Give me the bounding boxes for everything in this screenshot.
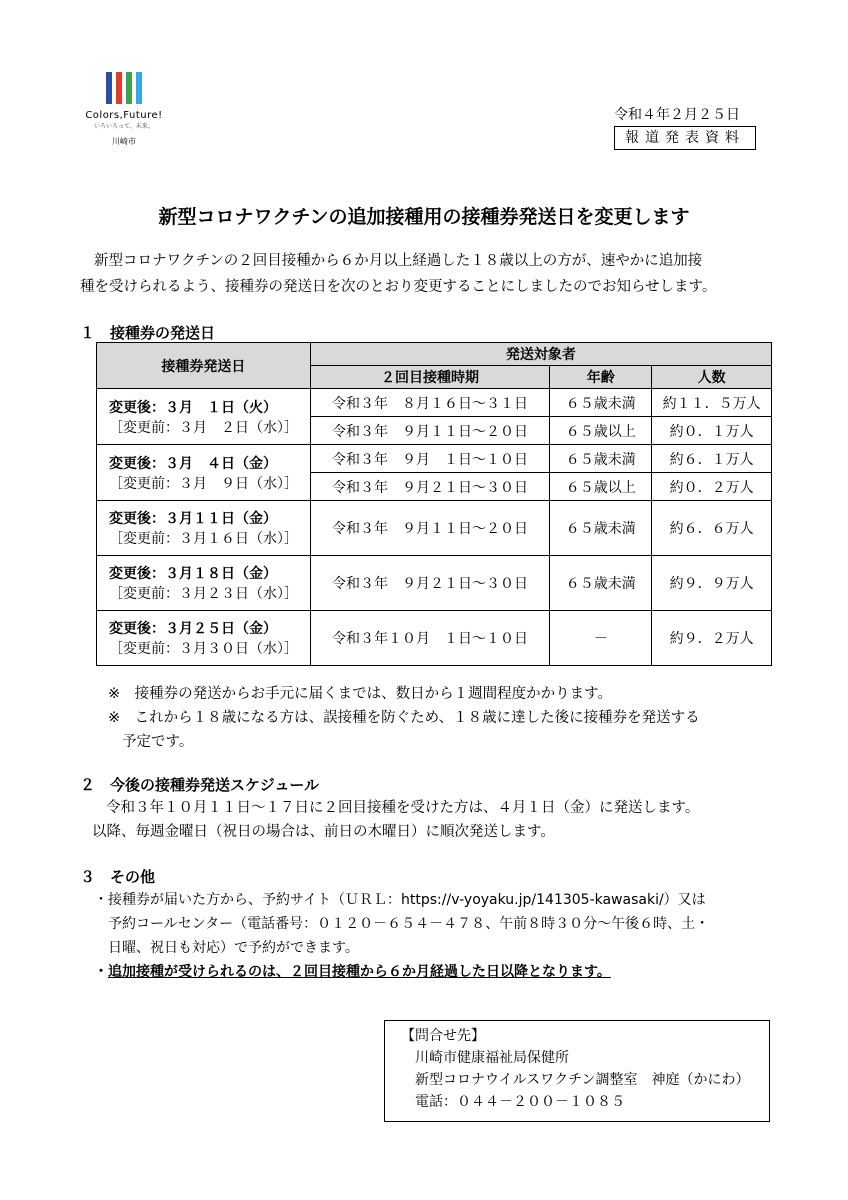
- contact-line: 新型コロナウイルスワクチン調整室 神庭（かにわ）: [415, 1072, 750, 1088]
- age-cell: ６５歳未満: [550, 556, 652, 611]
- section1-heading: １ 接種券の発送日: [80, 324, 216, 342]
- table-row: [97, 389, 772, 417]
- count-cell: 約９．９万人: [652, 556, 772, 611]
- period-cell: 令和３年 ９月２１日～３０日: [310, 473, 550, 501]
- page-title: 新型コロナワクチンの追加接種用の接種券発送日を変更します: [158, 206, 690, 228]
- period-cell: 令和３年１０月 １日～１０日: [310, 611, 550, 666]
- header-period: ２回目接種時期: [310, 366, 550, 389]
- date-cell: [97, 611, 311, 666]
- date-after: 変更後：３月２５日（金）: [109, 621, 277, 637]
- header-age: 年齢: [550, 366, 652, 389]
- release-label: 報道発表資料: [614, 126, 756, 150]
- date-before: ［変更前：３月 ９日（水）］: [109, 475, 298, 492]
- logo-bar: [126, 72, 132, 104]
- other-line: ・接種券が届いた方から、予約サイト（ＵＲＬ：https://v-yoyaku.jp/141305-kawasaki/）又は: [94, 892, 706, 908]
- table-row: [97, 611, 772, 666]
- date-cell: [97, 445, 311, 501]
- table-row: [97, 501, 772, 556]
- send-date-table: [96, 342, 772, 666]
- date-after: 変更後：３月１８日（金）: [109, 566, 277, 582]
- logo-bar: [106, 72, 112, 104]
- contact-box: [384, 1020, 770, 1122]
- count-cell: 約６．６万人: [652, 501, 772, 556]
- important-note-text: 追加接種が受けられるのは、２回目接種から６か月経過した日以降となります。: [108, 964, 611, 980]
- header-send-date: 接種券発送日: [97, 343, 311, 389]
- bullet-mark: ・: [94, 964, 108, 980]
- logo-subtitle: いろいろって、未来。: [94, 123, 154, 130]
- age-cell: ６５歳以上: [550, 473, 652, 501]
- period-cell: 令和３年 ９月１１日～２０日: [310, 501, 550, 556]
- header-target: 発送対象者: [310, 343, 771, 366]
- date-before: ［変更前：３月２３日（水）］: [109, 586, 298, 602]
- logo-city: 川崎市: [112, 137, 136, 146]
- date-after: 変更後：３月 ４日（金）: [109, 455, 277, 472]
- logo-bar: [136, 72, 142, 104]
- city-logo: [84, 72, 164, 147]
- count-cell: 約０．２万人: [652, 473, 772, 501]
- period-cell: 令和３年 ９月２１日～３０日: [310, 556, 550, 611]
- section2-heading: ２ 今後の接種券発送スケジュール: [80, 776, 320, 794]
- count-cell: 約０．１万人: [652, 417, 772, 445]
- contact-line: 川崎市健康福祉局保健所: [415, 1050, 569, 1066]
- count-cell: 約６．１万人: [652, 445, 772, 473]
- date-after: 変更後：３月 １日（火）: [109, 399, 277, 416]
- age-cell: ６５歳以上: [550, 417, 652, 445]
- schedule-line: 令和３年１０月１１日～１７日に２回目接種を受けた方は、４月１日（金）に発送します。: [106, 800, 700, 816]
- date-before: ［変更前：３月１６日（水）］: [109, 531, 298, 547]
- important-note: [94, 960, 611, 984]
- other-line: 予約コールセンター（電話番号：０１２０－６５４－４７８、午前８時３０分～午後６時、土・: [108, 916, 710, 932]
- age-cell: －: [550, 611, 652, 666]
- intro-line: 種を受けられるよう、接種券の発送日を次のとおり変更することにしましたのでお知らせします。: [80, 279, 717, 295]
- table-row: [97, 556, 772, 611]
- period-cell: 令和３年 ８月１６日～３１日: [310, 389, 550, 417]
- note-line: ※ これから１８歳になる方は、誤接種を防ぐため、１８歳に達した後に接種券を発送する: [108, 710, 700, 726]
- release-date: 令和４年２月２５日: [614, 107, 740, 123]
- contact-heading: 【問合せ先】: [401, 1028, 485, 1044]
- age-cell: ６５歳未満: [550, 389, 652, 417]
- period-cell: 令和３年 ９月 １日～１０日: [310, 445, 550, 473]
- date-cell: [97, 389, 311, 445]
- count-cell: 約９．２万人: [652, 611, 772, 666]
- section3-heading: ３ その他: [80, 868, 156, 886]
- note-line: ※ 接種券の発送からお手元に届くまでは、数日から１週間程度かかります。: [108, 686, 612, 702]
- table-row: [97, 445, 772, 473]
- period-cell: 令和３年 ９月１１日～２０日: [310, 417, 550, 445]
- age-cell: ６５歳未満: [550, 445, 652, 473]
- date-before: ［変更前：３月３０日（水）］: [109, 641, 298, 657]
- header-count: 人数: [652, 366, 772, 389]
- date-before: ［変更前：３月 ２日（水）］: [109, 419, 298, 436]
- logo-bars-icon: [84, 72, 164, 104]
- logo-bar: [116, 72, 122, 104]
- contact-line: 電話：０４４－２００－１０８５: [415, 1094, 625, 1110]
- date-after: 変更後：３月１１日（金）: [109, 511, 277, 527]
- note-line: 予定です。: [122, 734, 194, 750]
- other-line: 日曜、祝日も対応）で予約ができます。: [108, 940, 359, 956]
- schedule-line: 以降、毎週金曜日（祝日の場合は、前日の木曜日）に順次発送します。: [92, 824, 555, 840]
- date-cell: [97, 556, 311, 611]
- count-cell: 約１１．５万人: [652, 389, 772, 417]
- age-cell: ６５歳未満: [550, 501, 652, 556]
- intro-line: 新型コロナワクチンの２回目接種から６か月以上経過した１８歳以上の方が、速やかに追加接: [94, 253, 703, 269]
- logo-text: Colors,Future!: [85, 110, 163, 121]
- date-cell: [97, 501, 311, 556]
